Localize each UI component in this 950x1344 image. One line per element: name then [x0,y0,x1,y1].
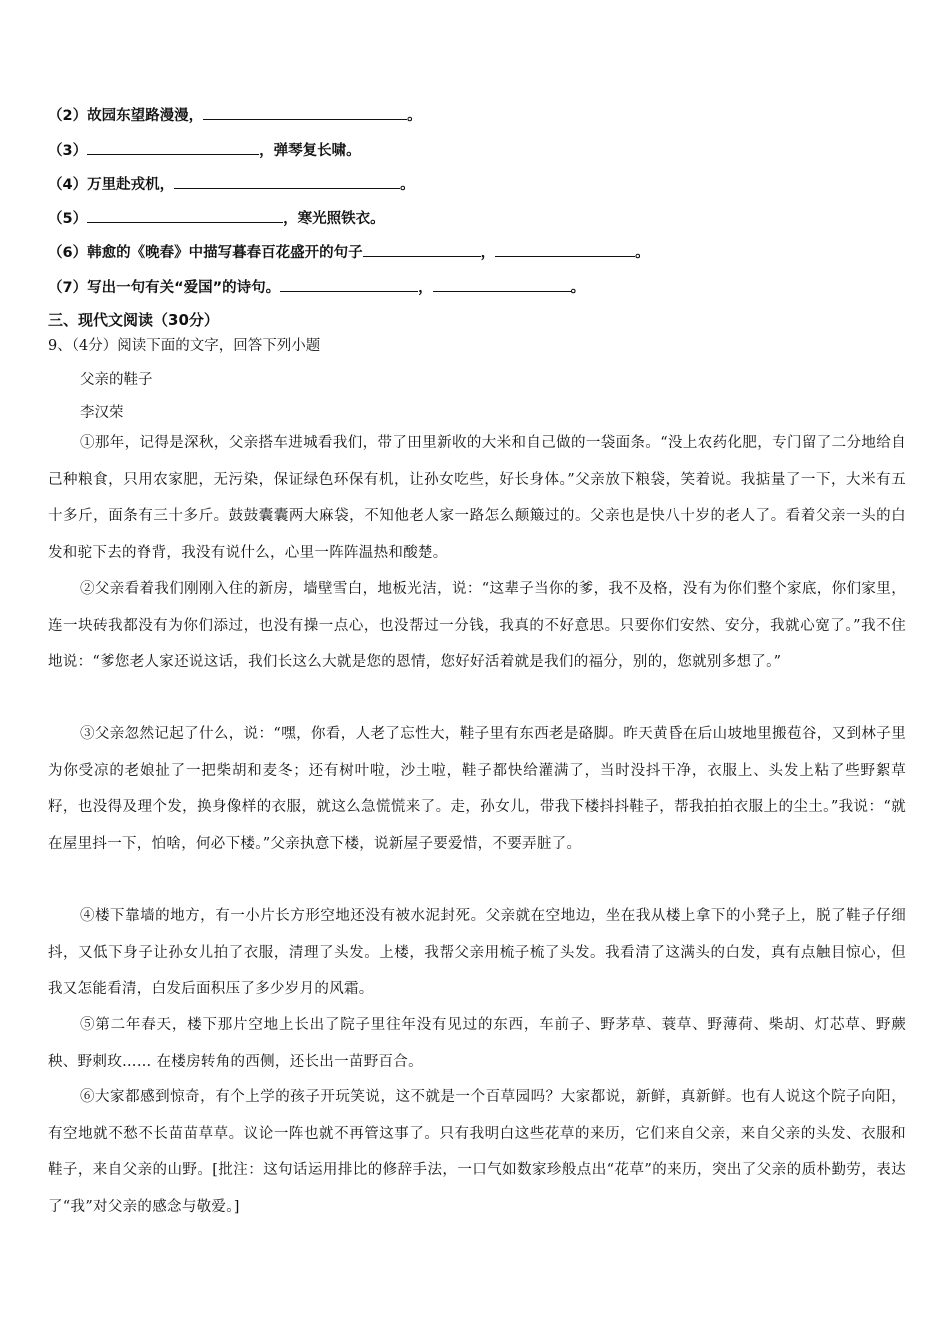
article-paragraph-4: ④楼下靠墙的地方，有一小片长方形空地还没有被水泥封死。父亲就在空地边，坐在我从楼上拿下的小凳子上，脱了鞋子仔细抖，又低下身子让孙女儿拍了衣服，清理了头发。上楼，我帮父亲用梳子梳了头发。我看清了这满头的白发，真有点触目惊心，但我又怎能看清，白发后面积压了多少岁月的风霜。 [48,908,906,998]
question-4 [48,173,415,194]
question-7-suffix: 。 [570,280,586,296]
article-paragraph-3: ③父亲忽然记起了什么，说：“嘿，你看，人老了忘性大，鞋子里有东西老是硌脚。昨天黄昏在后山坡地里搬苞谷，又到林子里为你受凉的老娘扯了一把柴胡和麦冬；还有树叶啦，沙土啦，鞋子都快给灌满了，当时没抖干净，衣服上、头发上粘了些野絮草籽，也没得及理个发，换身像样的衣服，就这么急慌慌来了。走，孙女儿，带我下楼抖抖鞋子，帮我拍拍衣服上的尘土。”我说：“就在屋里抖一下，怕啥，何必下楼。”父亲执意下楼，说新屋子要爱惜，不要弄脏了。 [48,726,906,852]
question-3 [48,139,361,160]
question-5-prompt: （5） [48,211,88,227]
question-6 [48,241,650,262]
question-5 [48,207,385,228]
answer-blank[interactable] [433,277,571,292]
question-5-suffix: ，寒光照铁衣。 [283,211,385,227]
question-7-separator: ， [418,280,433,296]
article-title: 父亲的鞋子 [80,372,153,388]
question-7 [48,276,585,297]
question-6-separator: ， [480,245,496,261]
question-3-suffix: ，弹琴复长啸。 [259,143,361,159]
article-paragraph-6: ⑥大家都感到惊奇，有个上学的孩子开玩笑说，这不就是一个百草园吗？大家都说，新鲜，真新鲜。也有人说这个院子向阳，有空地就不愁不长苗苗草草。议论一阵也就不再管这事了。只有我明白这些花草的来历，它们来自父亲，来自父亲的头发、衣服和鞋子，来自父亲的山野。[批注：这句话运用排比的修辞手法，一口气如数家珍般点出“花草”的来历，突出了父亲的质朴勤劳，表达了“我”对父亲的感念与敬爱。] [48,1089,906,1215]
question-2-prompt: （2）故园东望路漫漫， [48,108,204,124]
article-author: 李汉荣 [80,405,124,421]
question-2 [48,104,422,125]
question-6-prompt: （6）韩愈的《晚春》中描写暮春百花盛开的句子 [48,245,363,261]
question-9-instruction: 9、（4分）阅读下面的文字，回答下列小题 [48,338,321,354]
article-paragraph-2: ②父亲看着我们刚刚入住的新房，墙壁雪白，地板光洁，说：“这辈子当你的爹，我不及格，没有为你们整个家底，你们家里，连一块砖我都没有为你们添过，也没有操一点心，也没帮过一分钱，我真的不好意思。只要你们安然、安分，我就心宽了。”我不住地说：“爹您老人家还说这话，我们长这么大就是您的恩情，您好好活着就是我们的福分，别的，您就别多想了。” [48,581,906,671]
answer-blank[interactable] [174,174,400,189]
answer-blank[interactable] [87,140,259,155]
question-6-suffix: 。 [635,245,650,261]
answer-blank[interactable] [203,105,407,120]
article-paragraph-5: ⑤第二年春天，楼下那片空地上长出了院子里往年没有见过的东西，车前子、野茅草、蓑草、野薄荷、柴胡、灯芯草、野蕨秧、野刺玫…… 在楼房转角的西侧，还长出一苗野百合。 [48,1017,906,1070]
question-3-prompt: （3） [48,143,88,159]
question-7-prompt: （7）写出一句有关“爱国”的诗句。 [48,280,281,296]
article-paragraph-1: ①那年，记得是深秋，父亲搭车进城看我们，带了田里新收的大米和自己做的一袋面条。“没上农药化肥，专门留了二分地给自己种粮食，只用农家肥，无污染，保证绿色环保有机，让孙女吃些，好长身体。”父亲放下粮袋，笑着说。我掂量了一下，大米有五十多斤，面条有三十多斤。鼓鼓囊囊两大麻袋，不知他老人家一路怎么颠簸过的。父亲也是快八十岁的老人了。看着父亲一头的白发和驼下去的脊背，我没有说什么，心里一阵阵温热和酸楚。 [48,435,906,561]
answer-blank[interactable] [495,242,635,257]
answer-blank[interactable] [87,208,283,223]
question-4-prompt: （4）万里赴戎机， [48,177,175,193]
answer-blank[interactable] [363,242,481,257]
section-title: 三、现代文阅读（30分） [48,311,219,329]
answer-blank[interactable] [280,277,418,292]
question-4-suffix: 。 [400,177,415,193]
question-2-suffix: 。 [407,108,422,124]
